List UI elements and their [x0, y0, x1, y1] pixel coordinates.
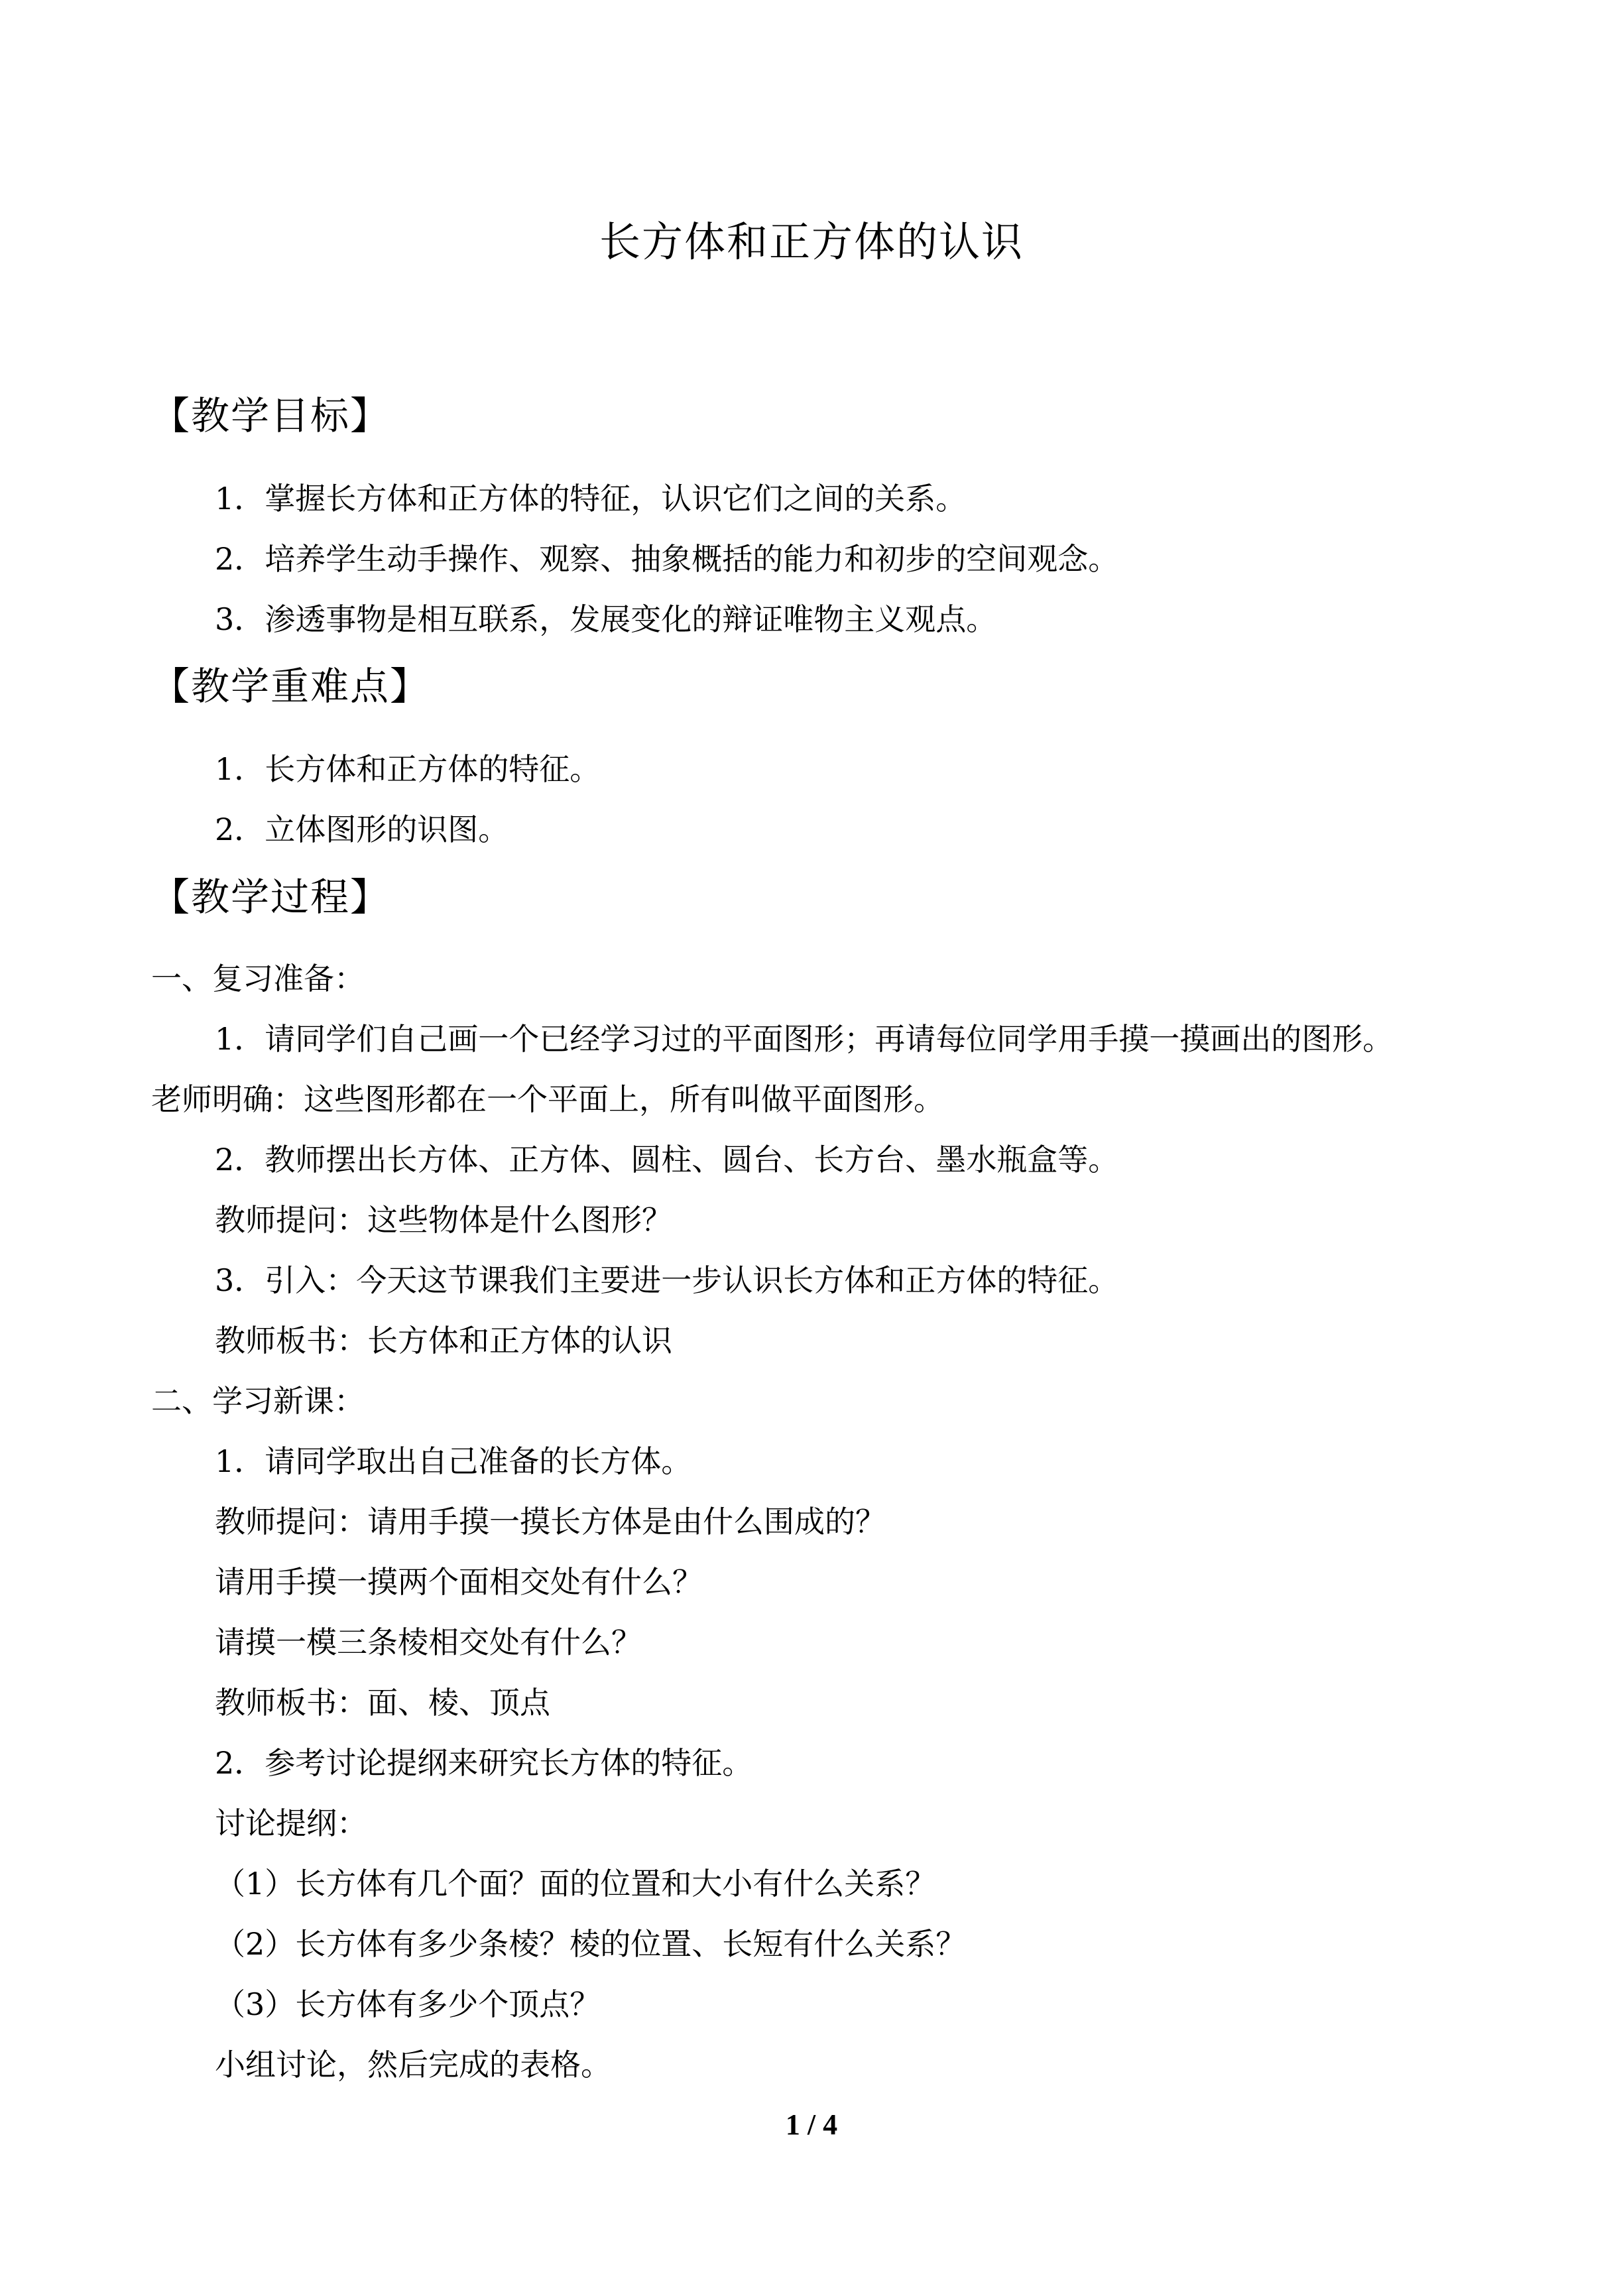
key-point-item: 1．长方体和正方体的特征。 — [215, 751, 601, 787]
process-line: 2．参考讨论提纲来研究长方体的特征。 — [215, 1745, 753, 1781]
process-subheading: 二、学习新课： — [151, 1383, 365, 1419]
process-line: 2．教师摆出长方体、正方体、圆柱、圆台、长方台、墨水瓶盒等。 — [215, 1142, 1119, 1178]
objective-item: 3．渗透事物是相互联系，发展变化的辩证唯物主义观点。 — [215, 601, 997, 637]
process-line: 请摸一模三条棱相交处有什么？ — [215, 1624, 642, 1660]
process-line: 小组讨论，然后完成的表格。 — [215, 2047, 611, 2083]
process-line: 3．引入：今天这节课我们主要进一步认识长方体和正方体的特征。 — [215, 1262, 1119, 1298]
document-title: 长方体和正方体的认识 — [599, 217, 1024, 266]
process-line: 讨论提纲： — [215, 1805, 367, 1841]
discussion-item: （1）长方体有几个面？面的位置和大小有什么关系？ — [215, 1866, 936, 1902]
process-line: 1．请同学们自己画一个已经学习过的平面图形；再请每位同学用手摸一摸画出的图形。 — [215, 1021, 1394, 1057]
discussion-item: （2）长方体有多少条棱？棱的位置、长短有什么关系？ — [215, 1926, 967, 1962]
objective-item: 1．掌握长方体和正方体的特征，认识它们之间的关系。 — [215, 481, 967, 516]
process-subheading: 一、复习准备： — [151, 961, 365, 997]
process-line: 请用手摸一摸两个面相交处有什么？ — [215, 1564, 703, 1600]
section-heading-process: 【教学过程】 — [151, 875, 391, 920]
process-line: 教师提问：这些物体是什么图形？ — [215, 1202, 672, 1238]
process-line: 教师板书：长方体和正方体的认识 — [215, 1323, 672, 1359]
process-line: 教师板书：面、棱、顶点 — [215, 1685, 550, 1721]
key-point-item: 2．立体图形的识图。 — [215, 812, 509, 847]
process-line: 老师明确：这些图形都在一个平面上，所有叫做平面图形。 — [151, 1081, 944, 1117]
objective-item: 2．培养学生动手操作、观察、抽象概括的能力和初步的空间观念。 — [215, 541, 1119, 577]
section-heading-key-points: 【教学重难点】 — [151, 664, 430, 709]
process-line: 教师提问：请用手摸一摸长方体是由什么围成的？ — [215, 1504, 886, 1540]
process-line: 1．请同学取出自己准备的长方体。 — [215, 1443, 692, 1479]
page-number: 1 / 4 — [785, 2108, 838, 2141]
section-heading-objectives: 【教学目标】 — [151, 393, 391, 438]
discussion-item: （3）长方体有多少个顶点？ — [215, 1986, 601, 2022]
